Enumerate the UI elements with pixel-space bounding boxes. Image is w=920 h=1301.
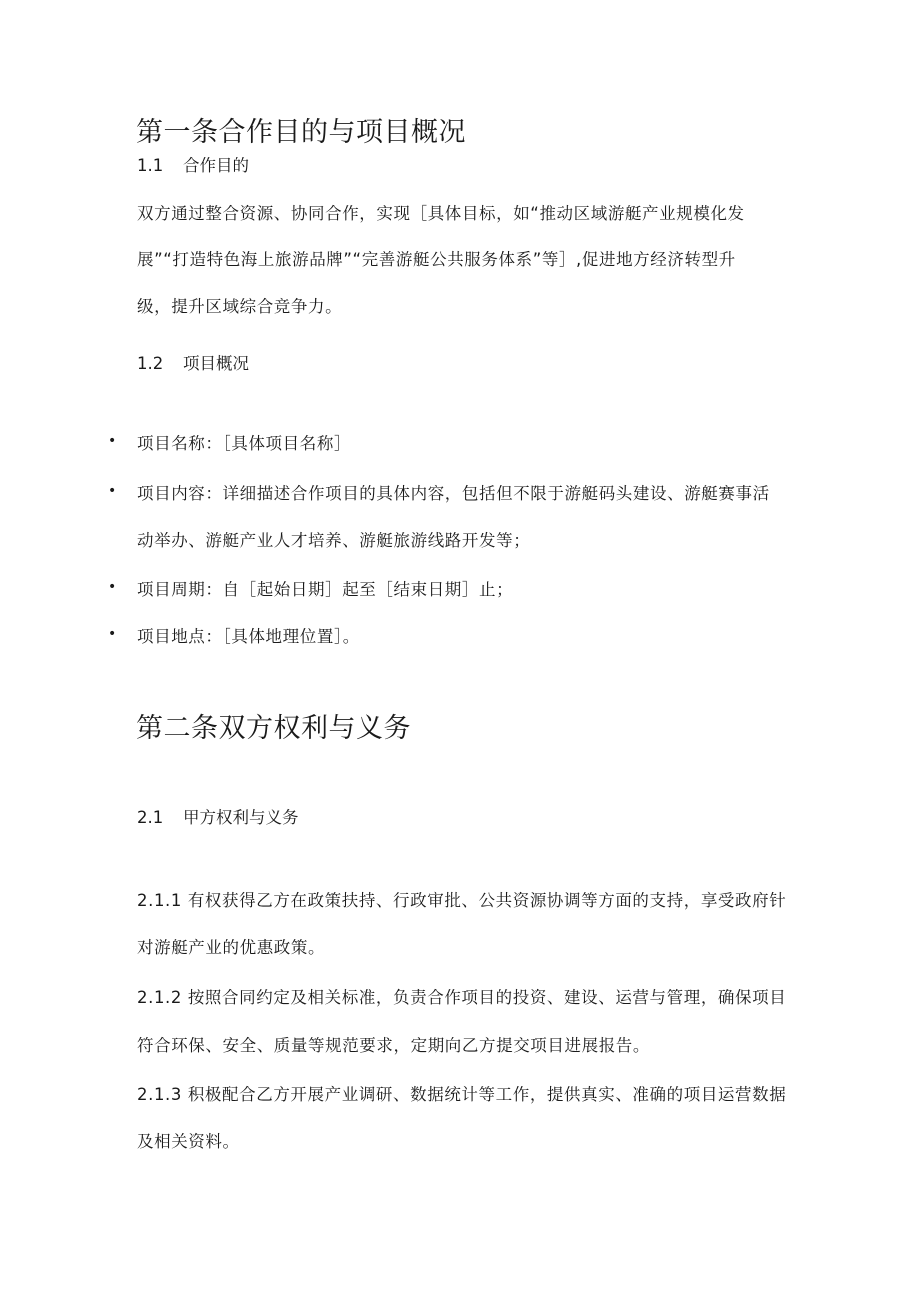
bullet-icon: • [108,433,117,449]
section-1-title: 第一条合作目的与项目概况 [136,117,466,148]
list-item: 项目内容：详细描述合作项目的具体内容，包括但不限于游艇码头建设、游艇赛事活 [137,484,770,503]
clause-line: 对游艇产业的优惠政策。 [137,938,326,957]
bullet-icon: • [108,483,117,499]
subsection-2-1-heading [137,804,299,828]
paragraph-line: 级，提升区域综合竞争力。 [137,297,343,316]
subsection-1-2-heading [137,350,249,374]
clause-line: 及相关资料。 [137,1132,240,1151]
clause-line: 符合环保、安全、质量等规范要求，定期向乙方提交项目进展报告。 [137,1036,650,1055]
clause-line: 2.1.3 积极配合乙方开展产业调研、数据统计等工作，提供真实、准确的项目运营数据 [137,1085,787,1104]
list-item: 项目名称：［具体项目名称］ [137,434,352,453]
bullet-icon: • [108,579,117,595]
subsection-1-1-heading [137,152,249,176]
clause-line: 2.1.1 有权获得乙方在政策扶持、行政审批、公共资源协调等方面的支持，享受政府针 [137,891,787,910]
subsection-title: 甲方权利与义务 [183,808,299,827]
subsection-number: 1.2 [137,354,164,373]
paragraph-line: 双方通过整合资源、协同合作，实现［具体目标，如“推动区域游艇产业规模化发 [137,204,745,223]
subsection-title: 项目概况 [183,354,249,373]
subsection-number: 1.1 [137,156,164,175]
paragraph-line: 展”“打造特色海上旅游品牌”“完善游艇公共服务体系”等］,促进地方经济转型升 [137,250,736,269]
bullet-icon: • [108,626,117,642]
clause-line: 2.1.2 按照合同约定及相关标准，负责合作项目的投资、建设、运营与管理，确保项目 [137,988,787,1007]
list-item: 项目地点：［具体地理位置］。 [137,627,360,646]
subsection-title: 合作目的 [183,156,249,175]
section-2-title: 第二条双方权利与义务 [136,713,411,744]
list-item: 项目周期：自［起始日期］起至［结束日期］止； [137,580,514,599]
subsection-number: 2.1 [137,808,164,827]
list-item-continuation: 动举办、游艇产业人才培养、游艇旅游线路开发等； [137,531,531,550]
